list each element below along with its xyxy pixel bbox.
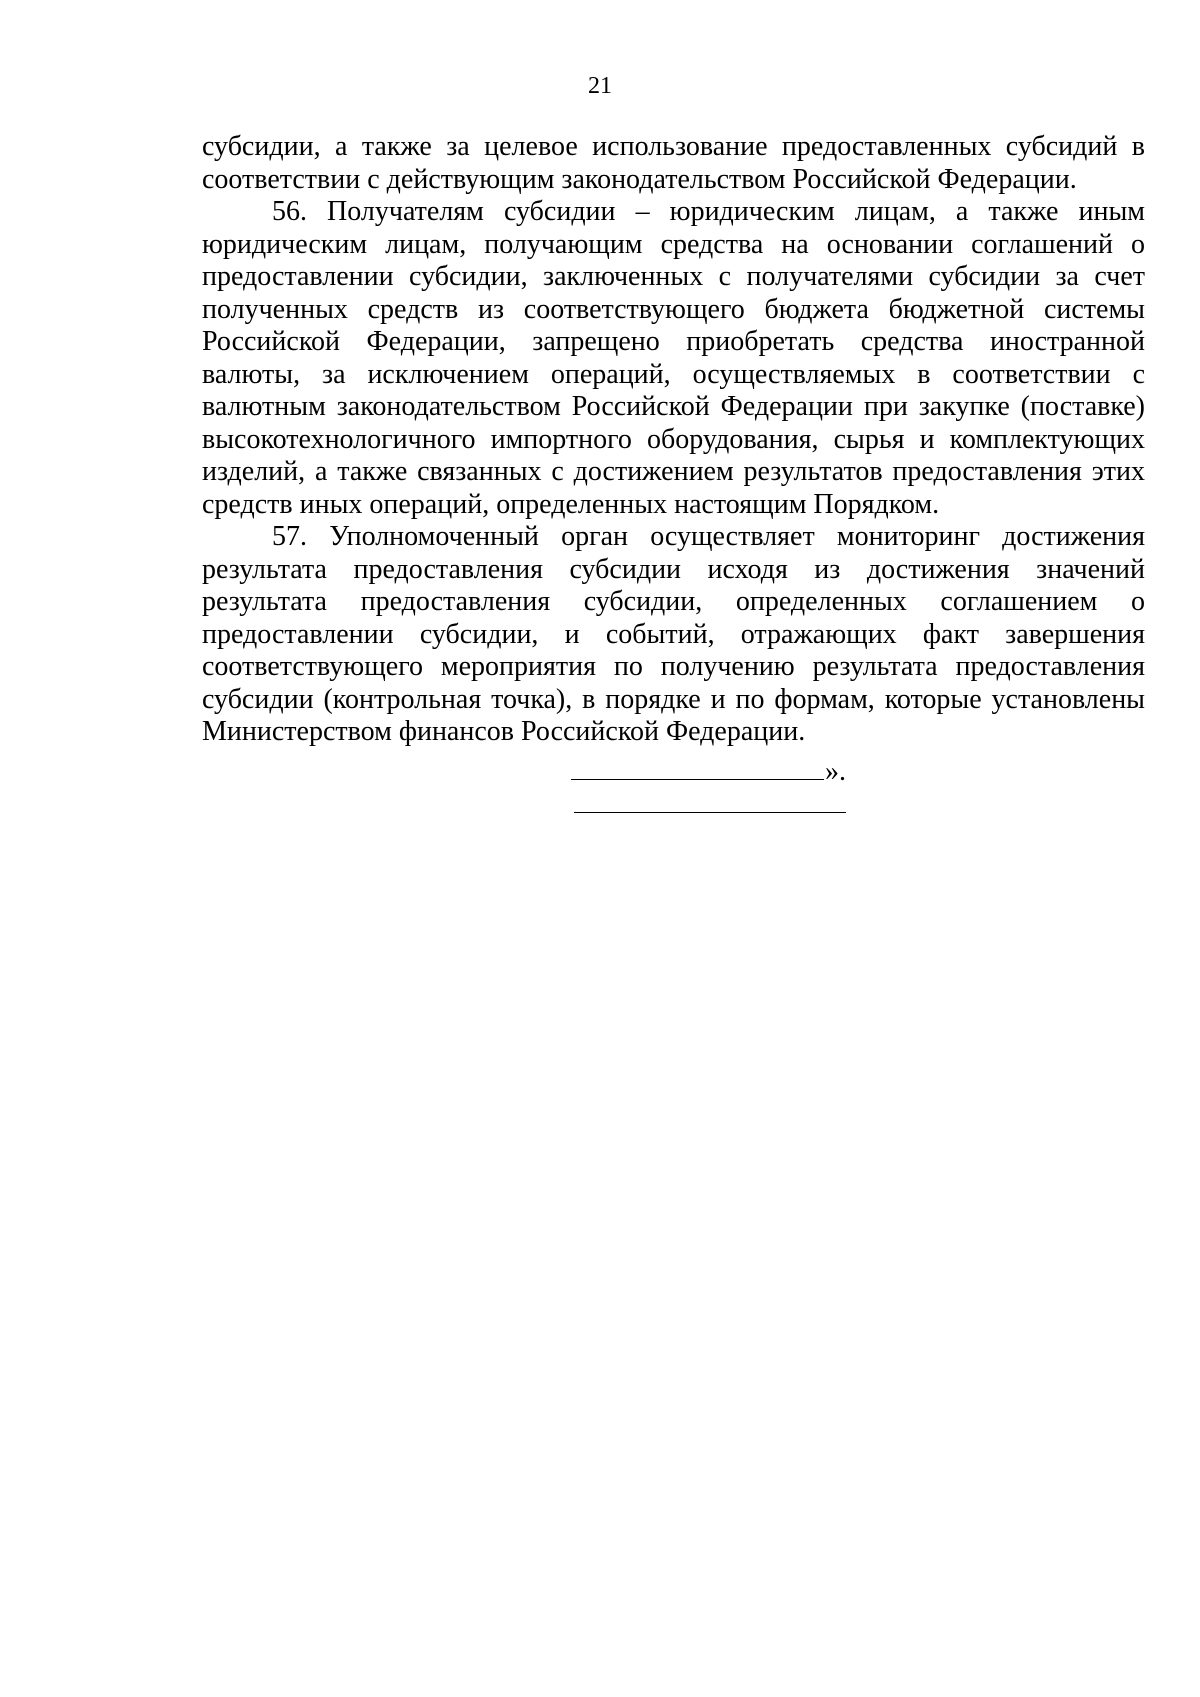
closing-underline — [571, 779, 824, 780]
page-number: 21 — [588, 73, 612, 99]
end-of-document-rule — [574, 812, 846, 813]
closing-quote-line — [571, 756, 846, 788]
paragraph-56: 56. Получателям субсидии – юридическим лицам, а также иным юридическим лицам, получающим средства на основании соглашений о предоставлении субсидии, заключенных с получателями субсидии за счет полученных средств из соответствующего бюджета бюджетной системы Российской Федерации, запрещено приобретать средства иностранной валюты, за исключением операций, осуществляемых в соответствии с валютным законодательством Российской Федерации при закупке (поставке) высокотехнологичного импортного оборудования, сырья и комплектующих изделий, а также связанных с достижением результатов предоставления этих средств иных операций, определенных настоящим Порядком. — [202, 196, 1145, 520]
paragraph-continuation: субсидии, а также за целевое использование предоставленных субсидий в соответствии с действующим законодательством Российской Федерации. — [202, 131, 1145, 195]
document-body — [202, 131, 1145, 749]
closing-quote-mark: ». — [825, 756, 846, 787]
paragraph-57: 57. Уполномоченный орган осуществляет мониторинг достижения результата предоставления субсидии исходя из достижения значений результата предоставления субсидии, определенных соглашением о предоставлении субсидии, и событий, отражающих факт завершения соответствующего мероприятия по получению результата предоставления субсидии (контрольная точка), в порядке и по формам, которые установлены Министерством финансов Российской Федерации. — [202, 521, 1145, 747]
